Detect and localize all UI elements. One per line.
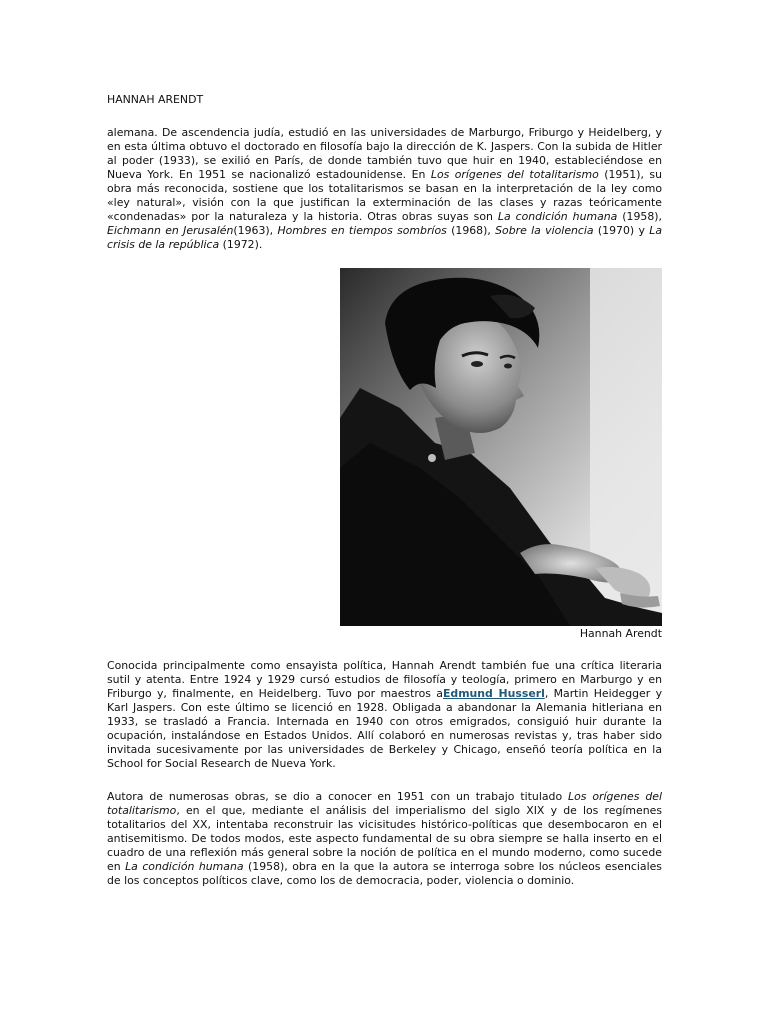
book-title: Los orígenes del totalitarismo [107, 790, 662, 817]
book-title: La condición humana [497, 210, 618, 223]
text-run: (1958), [617, 210, 662, 223]
photo-caption: Hannah Arendt [579, 627, 662, 640]
text-run: (1951), su obra más reconocida, sostiene que los totalitarismos se basan en la interpretación de la ley como «ley natural», visión con la que justifican la exterminación de las clases y razas teóricamente «condenadas» por la naturaleza y la historia. Otras obras suyas son [107, 168, 662, 223]
paragraph-intro [107, 126, 662, 252]
book-title: Hombres en tiempos sombríos [277, 224, 447, 237]
text-run: (1972). [219, 238, 263, 251]
portrait-photo [340, 268, 662, 626]
text-run: alemana. De ascendencia judía, estudió en las universidades de Marburgo, Friburgo y Heidelberg, y en esta última obtuvo el doctorado en filosofía bajo la dirección de K. Jaspers. Con la subida de Hitler al poder (1933), se exilió en París, de donde también tuvo que huir en 1940, estableciéndose en Nueva York. En 1951 se nacionalizó estadounidense. En [107, 126, 662, 181]
text-run: Autora de numerosas obras, se dio a conocer en 1951 con un trabajo titulado [107, 790, 569, 803]
page-title: HANNAH ARENDT [107, 93, 204, 106]
text-run: (1968), [446, 224, 496, 237]
book-title: Los orígenes del totalitarismo [430, 168, 599, 181]
text-run: (1958), obra en la que la autora se interroga sobre los núcleos esenciales de los conceptos políticos clave, como los de democracia, poder, violencia o dominio. [107, 860, 662, 887]
text-run: (1963), [233, 224, 278, 237]
paragraph-works [107, 790, 662, 888]
text-run: , en el que, mediante el análisis del imperialismo del siglo XIX y de los regímenes totalitarios del XX, intentaba reconstruir las vicisitudes histórico-políticas que desembocaron en el antisemitismo. De todos modos, este aspecto fundamental de su obra siempre se halla inserto en el cuadro de una reflexión más general sobre la noción de política en el mundo moderno, como sucede en [107, 804, 662, 873]
book-title: La crisis de la república [107, 224, 662, 251]
text-run: , Martin Heidegger y Karl Jaspers. Con este último se licenció en 1928. Obligada a abandonar la Alemania hitleriana en 1933, se trasladó a Francia. Internada en 1940 con otros emigrados, consiguió huir durante la ocupación, instalándose en Estados Unidos. Allí colaboró en numerosas revistas y, tras haber sido invitada sucesivamente por las universidades de Berkeley y Chicago, enseñó teoría política en la School for Social Research de Nueva York. [107, 687, 663, 770]
book-title: Eichmann en Jerusalén [107, 224, 234, 237]
book-title: Sobre la violencia [495, 224, 594, 237]
husserl-link[interactable]: Edmund Husserl [442, 687, 545, 700]
book-title: La condición humana [125, 860, 244, 873]
text-run: (1970) y [593, 224, 650, 237]
text-run: Conocida principalmente como ensayista política, Hannah Arendt también fue una crítica literaria sutil y atenta. Entre 1924 y 1929 cursó estudios de filosofía y teología, primero en Marburgo y en Friburgo y, finalmente, en Heidelberg. Tuvo por maestros a [107, 659, 662, 700]
paragraph-biography [107, 659, 662, 771]
